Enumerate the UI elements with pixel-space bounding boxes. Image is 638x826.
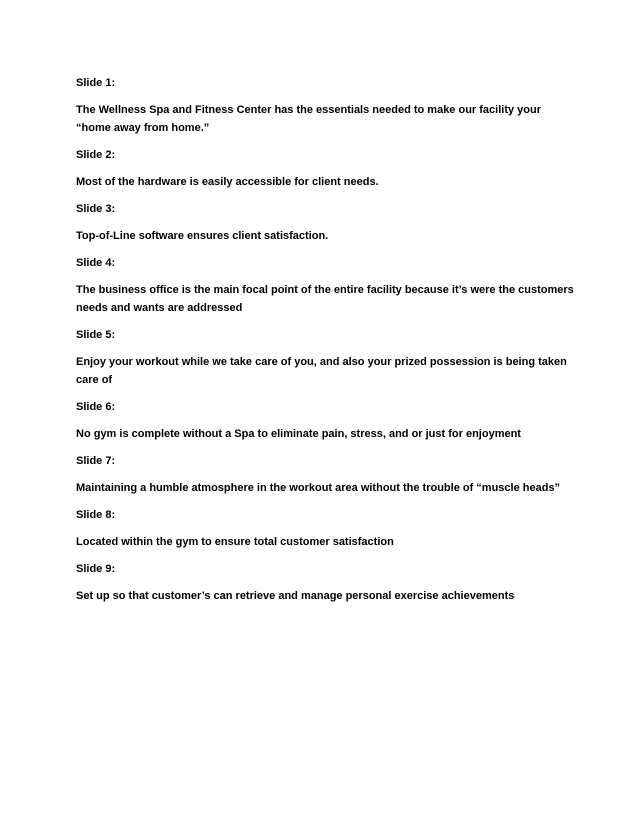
slide-9-heading: Slide 9: <box>76 563 116 575</box>
slide-6-text: No gym is complete without a Spa to eliminate pain, stress, and or just for enjoyment <box>76 428 521 440</box>
slide-8-text: Located within the gym to ensure total customer satisfaction <box>76 536 394 548</box>
slide-3-heading: Slide 3: <box>76 203 116 215</box>
slide-4-text: The business office is the main focal point of the entire facility because it’s were the customers needs and wants are addressed <box>76 284 574 314</box>
slide-5-text: Enjoy your workout while we take care of you, and also your prized possession is being taken care of <box>76 356 567 386</box>
slide-4-block <box>76 254 576 317</box>
slide-6-heading: Slide 6: <box>76 401 116 413</box>
slide-8-block <box>76 506 576 551</box>
slide-1-heading: Slide 1: <box>76 77 116 89</box>
document-body <box>76 74 576 614</box>
slide-5-heading: Slide 5: <box>76 329 116 341</box>
slide-4-heading: Slide 4: <box>76 257 116 269</box>
slide-5-block <box>76 326 576 389</box>
slide-6-block <box>76 398 576 443</box>
slide-8-heading: Slide 8: <box>76 509 116 521</box>
slide-3-text: Top-of-Line software ensures client satisfaction. <box>76 230 329 242</box>
slide-7-heading: Slide 7: <box>76 455 116 467</box>
slide-3-block <box>76 200 576 245</box>
slide-9-text: Set up so that customer’s can retrieve and manage personal exercise achievements <box>76 590 515 602</box>
slide-7-block <box>76 452 576 497</box>
slide-2-block <box>76 146 576 191</box>
slide-2-text: Most of the hardware is easily accessible for client needs. <box>76 176 379 188</box>
slide-2-heading: Slide 2: <box>76 149 116 161</box>
slide-9-block <box>76 560 576 605</box>
slide-1-text: The Wellness Spa and Fitness Center has the essentials needed to make our facility your “home away from home.” <box>76 104 541 134</box>
slide-1-block <box>76 74 576 137</box>
slide-7-text: Maintaining a humble atmosphere in the workout area without the trouble of “muscle heads” <box>76 482 561 494</box>
